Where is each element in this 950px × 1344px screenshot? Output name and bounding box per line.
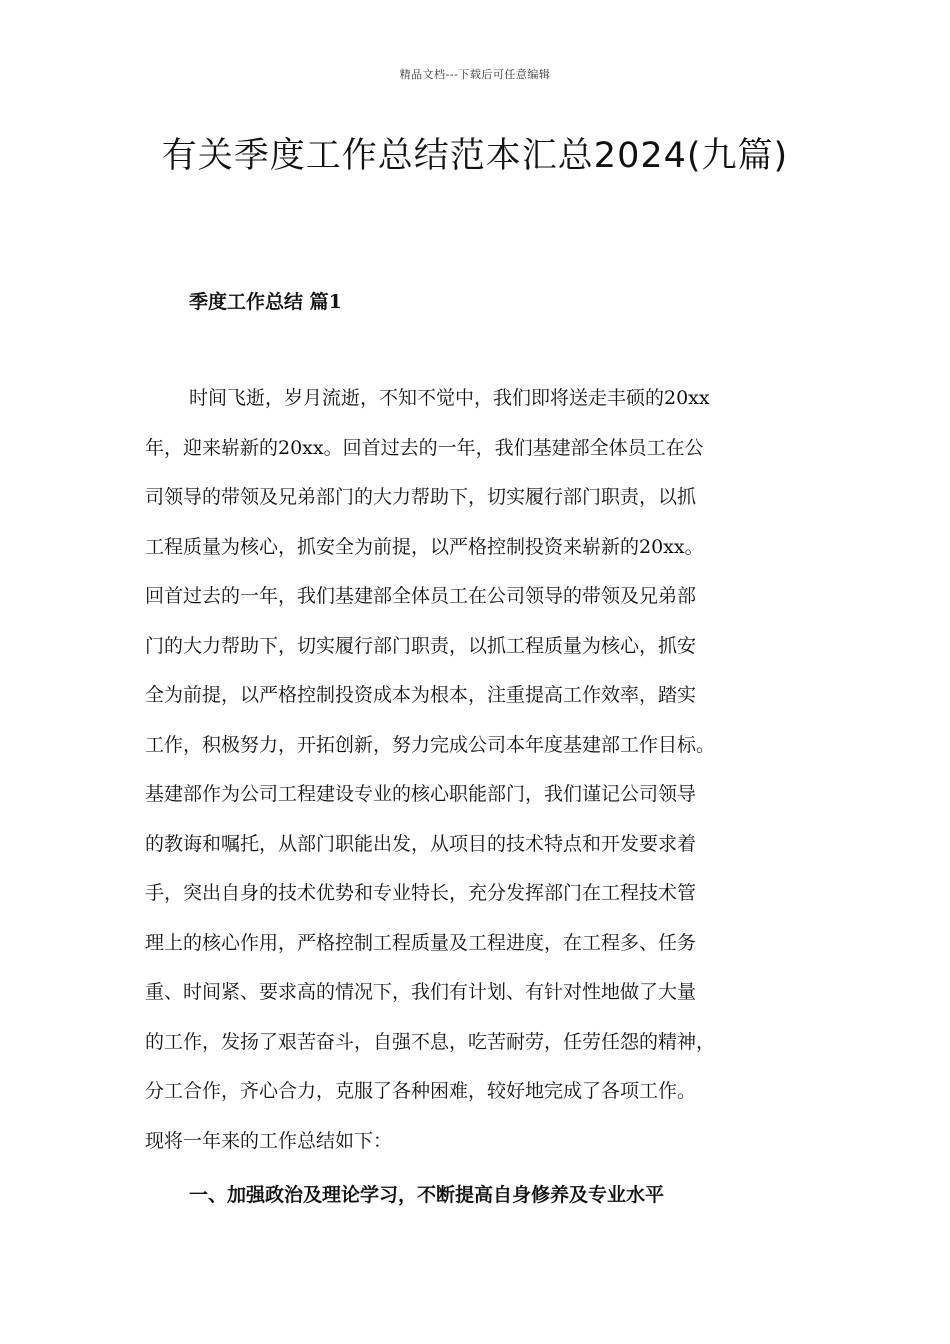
- paragraph-line: 全为前提，以严格控制投资成本为根本，注重提高工作效率，踏实: [145, 684, 697, 706]
- paragraph-line: 手，突出自身的技术优势和专业特长，充分发挥部门在工程技术管: [145, 882, 697, 904]
- paragraph-line: 现将一年来的工作总结如下：: [145, 1129, 393, 1152]
- paragraph-line: 门的大力帮助下，切实履行部门职责，以抓工程质量为核心，抓安: [145, 634, 697, 657]
- document-title: 有关季度工作总结范本汇总2024(九篇): [161, 136, 789, 176]
- paragraph-line: 工作，积极努力，开拓创新，努力完成公司本年度基建部工作目标。: [145, 733, 716, 756]
- paragraph-line: 的教诲和嘱托，从部门职能出发，从项目的技术特点和开发要求着: [145, 832, 697, 855]
- paragraph-line: 理上的核心作用，严格控制工程质量及工程进度，在工程多、任务: [145, 931, 697, 954]
- section-heading: 季度工作总结 篇1: [189, 291, 342, 313]
- body-paragraph: [145, 374, 825, 1166]
- paragraph-line: 工程质量为核心，抓安全为前提，以严格控制投资来崭新的20xx。: [145, 535, 704, 558]
- paragraph-line: 司领导的带领及兄弟部门的大力帮助下，切实履行部门职责，以抓: [145, 486, 697, 508]
- header-note: 精品文档---下载后可任意编辑: [399, 68, 551, 81]
- paragraph-line: 时间飞逝，岁月流逝，不知不觉中，我们即将送走丰硕的20xx: [189, 387, 710, 409]
- paragraph-line: 分工合作，齐心合力，克服了各种困难，较好地完成了各项工作。: [145, 1080, 697, 1102]
- paragraph-line: 的工作，发扬了艰苦奋斗，自强不息，吃苦耐劳，任劳任怨的精神，: [145, 1030, 716, 1053]
- paragraph-line: 基建部作为公司工程建设专业的核心职能部门，我们谨记公司领导: [145, 783, 697, 805]
- sub-heading: 一、加强政治及理论学习，不断提高自身修养及专业水平: [189, 1184, 665, 1206]
- paragraph-line: 回首过去的一年，我们基建部全体员工在公司领导的带领及兄弟部: [145, 585, 697, 607]
- paragraph-line: 年，迎来崭新的20xx。回首过去的一年，我们基建部全体员工在公: [145, 436, 704, 459]
- paragraph-line: 重、时间紧、要求高的情况下，我们有计划、有针对性地做了大量: [145, 981, 697, 1003]
